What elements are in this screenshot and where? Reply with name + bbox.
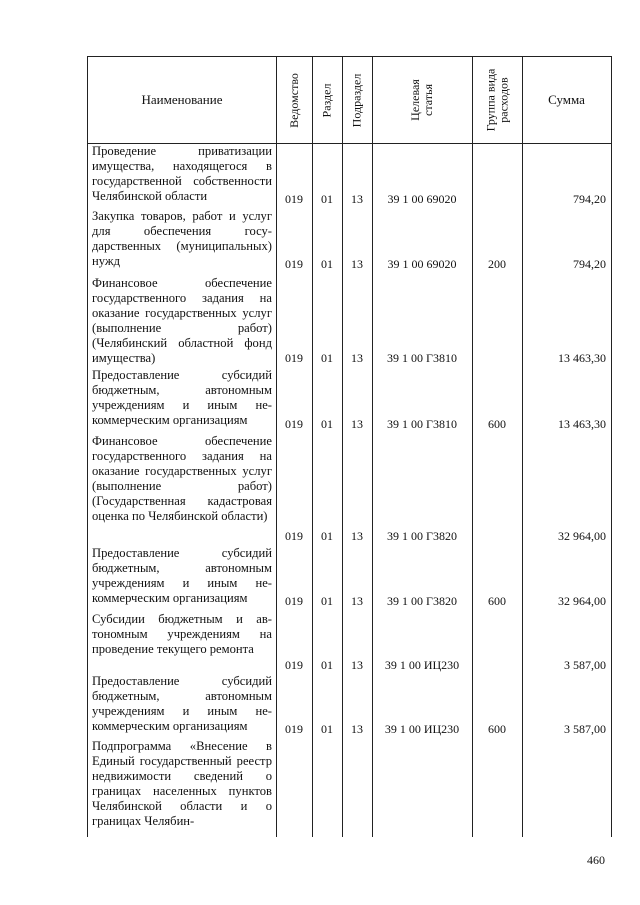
header-name-label: Наименование [141,92,223,107]
cell-summa: 794,20 [573,192,606,206]
cell-gruppa: 600 [488,417,506,431]
cell-podrazdel: 13 [351,192,363,206]
column-divider [522,57,523,837]
cell-summa: 32 964,00 [558,529,606,543]
header-podrazdel-label: Подраздел [349,73,364,127]
cell-summa: 3 587,00 [564,722,606,736]
cell-podrazdel: 13 [351,257,363,271]
header-vedomstvo-label: Ведомство [286,72,301,128]
cell-razdel: 01 [321,529,333,543]
cell-podrazdel: 13 [351,594,363,608]
header-tselevaya [372,57,472,143]
cell-vedomstvo: 019 [285,192,303,206]
cell-tselevaya: 39 1 00 Г3820 [387,594,457,608]
cell-razdel: 01 [321,658,333,672]
column-divider [276,57,277,837]
cell-razdel: 01 [321,722,333,736]
header-summa [522,57,611,143]
row-name: Подпрограмма «Внесение в Единый государственный реестр недвижимости сведений о границах населенных пунктов Челябинской области и о границах Челябин- [92,739,272,828]
cell-razdel: 01 [321,257,333,271]
header-gruppa-line-1: Группа вида [483,68,497,132]
row-name: Субсидии бюджетным и автономным учреждениям на проведение текущего ремонта [92,612,272,656]
column-divider [372,57,373,837]
cell-tselevaya: 39 1 00 Г3810 [387,417,457,431]
budget-table [87,56,612,837]
cell-podrazdel: 13 [351,722,363,736]
header-name [88,57,276,143]
cell-summa: 794,20 [573,257,606,271]
header-vedomstvo [276,57,312,143]
cell-vedomstvo: 019 [285,351,303,365]
cell-razdel: 01 [321,351,333,365]
header-razdel-label: Раздел [319,83,334,117]
cell-tselevaya: 39 1 00 69020 [387,257,457,271]
row-name: Финансовое обеспечение государственного задания на оказание государственных услуг (выполнение работ) (Государственная кадастровая оценка по Челябинской области) [92,434,272,523]
cell-summa: 13 463,30 [558,351,606,365]
cell-gruppa: 600 [488,722,506,736]
column-divider [342,57,343,837]
cell-tselevaya: 39 1 00 69020 [387,192,457,206]
header-summa-label: Сумма [548,92,585,107]
cell-vedomstvo: 019 [285,257,303,271]
header-gruppa [472,57,522,143]
cell-tselevaya: 39 1 00 ИЦ230 [384,658,460,672]
cell-vedomstvo: 019 [285,417,303,431]
cell-podrazdel: 13 [351,529,363,543]
cell-tselevaya: 39 1 00 Г3820 [387,529,457,543]
header-gruppa-label [484,69,510,132]
page-number: 460 [587,853,605,867]
cell-podrazdel: 13 [351,417,363,431]
cell-tselevaya: 39 1 00 Г3810 [387,351,457,365]
cell-gruppa: 200 [488,257,506,271]
column-divider [312,57,313,837]
cell-summa: 13 463,30 [558,417,606,431]
header-tselevaya-label [409,79,435,121]
cell-podrazdel: 13 [351,658,363,672]
cell-podrazdel: 13 [351,351,363,365]
cell-summa: 32 964,00 [558,594,606,608]
column-divider [472,57,473,837]
row-name: Предоставление субсидий бюджетным, автономным учреждениям и иным некоммерческим организациям [92,368,272,427]
cell-vedomstvo: 019 [285,594,303,608]
cell-gruppa: 600 [488,594,506,608]
cell-vedomstvo: 019 [285,658,303,672]
cell-summa: 3 587,00 [564,658,606,672]
cell-razdel: 01 [321,417,333,431]
header-podrazdel [342,57,372,143]
cell-razdel: 01 [321,192,333,206]
row-name: Закупка товаров, работ и услуг для обеспечения государственных (муниципальных) нужд [92,209,272,268]
header-tselevaya-line-2: статья [420,84,435,116]
header-tselevaya-line-1: Целевая [407,79,422,121]
row-name: Предоставление субсидий бюджетным, автономным учреждениям и иным некоммерческим организациям [92,674,272,733]
header-gruppa-line-2: расходов [496,77,510,123]
cell-vedomstvo: 019 [285,722,303,736]
row-name: Предоставление субсидий бюджетным, автономным учреждениям и иным некоммерческим организациям [92,546,272,605]
cell-vedomstvo: 019 [285,529,303,543]
header-razdel [312,57,342,143]
row-name: Проведение приватизации имущества, находящегося в государственной собственности Челябинской области [92,144,272,203]
cell-tselevaya: 39 1 00 ИЦ230 [384,722,460,736]
cell-razdel: 01 [321,594,333,608]
row-name: Финансовое обеспечение государственного задания на оказание государственных услуг (выполнение работ) (Челябинский областной фонд имущества) [92,276,272,365]
